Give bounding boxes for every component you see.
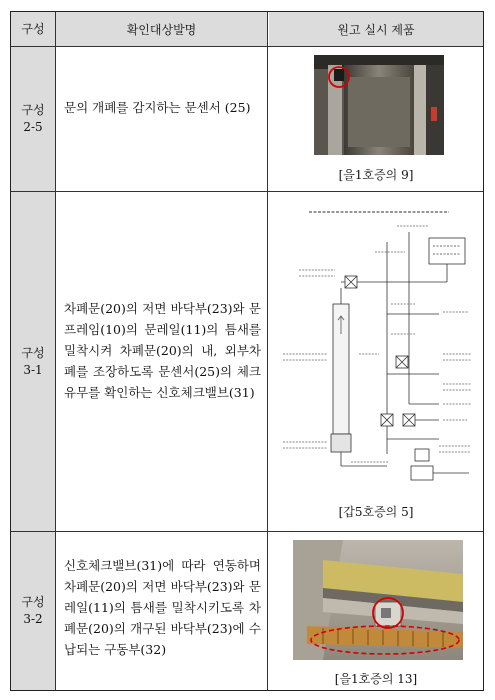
row-label-line1: 구성 [21,103,45,117]
row-label-line1: 구성 [21,595,45,609]
row-photo-cell [269,532,483,690]
header-composition: 구성 [11,12,56,46]
row-label-line1: 구성 [21,345,45,360]
row-label [11,532,56,690]
table-row [11,532,483,690]
row-description: 신호체크밸브(31)에 따라 연동하며 차폐문(20)의 저면 바닥부(23)와 문레일(11)의 틈새를 밀착시키도록 차폐문(20)의 개구된 바닥부(23)에 수납되는 구동부(32) [64,558,261,657]
row-photo-cell [269,47,483,191]
drive-unit-photo [293,540,463,660]
row-label [11,47,56,191]
comparison-table [10,11,484,691]
row-description: 차폐문(20)의 저면 바닥부(23)와 문프레임(10)의 문레일(11)의 틈새를 밀착시켜 차폐문(20)의 내, 외부차폐를 조장하도록 문센서(25)의 체크 유무를 확인하는 신호체크밸브(31) [64,301,261,400]
pneumatic-circuit-diagram [279,204,475,489]
table-header-row [11,12,483,47]
header-plaintiff-product: 원고 실시 제품 [269,12,483,46]
door-sensor-photo [314,55,444,155]
table-row [11,192,483,532]
row-description-cell [56,532,268,690]
row-label-line2: 2-5 [23,120,43,134]
photo-caption: [을1호증의 9] [338,168,414,182]
row-description: 문의 개폐를 감지하는 문센서 (25) [64,100,251,115]
row-label [11,192,56,531]
row-diagram-cell [269,192,483,531]
row-description-cell [56,192,268,531]
photo-caption: [을1호증의 13] [334,672,418,686]
header-target-invention: 확인대상발명 [56,12,268,46]
table-row [11,47,483,192]
row-description-cell [56,47,268,191]
row-label-line2: 3-1 [23,362,43,377]
diagram-caption: [갑5호증의 5] [338,505,414,519]
row-label-line2: 3-2 [23,612,43,626]
